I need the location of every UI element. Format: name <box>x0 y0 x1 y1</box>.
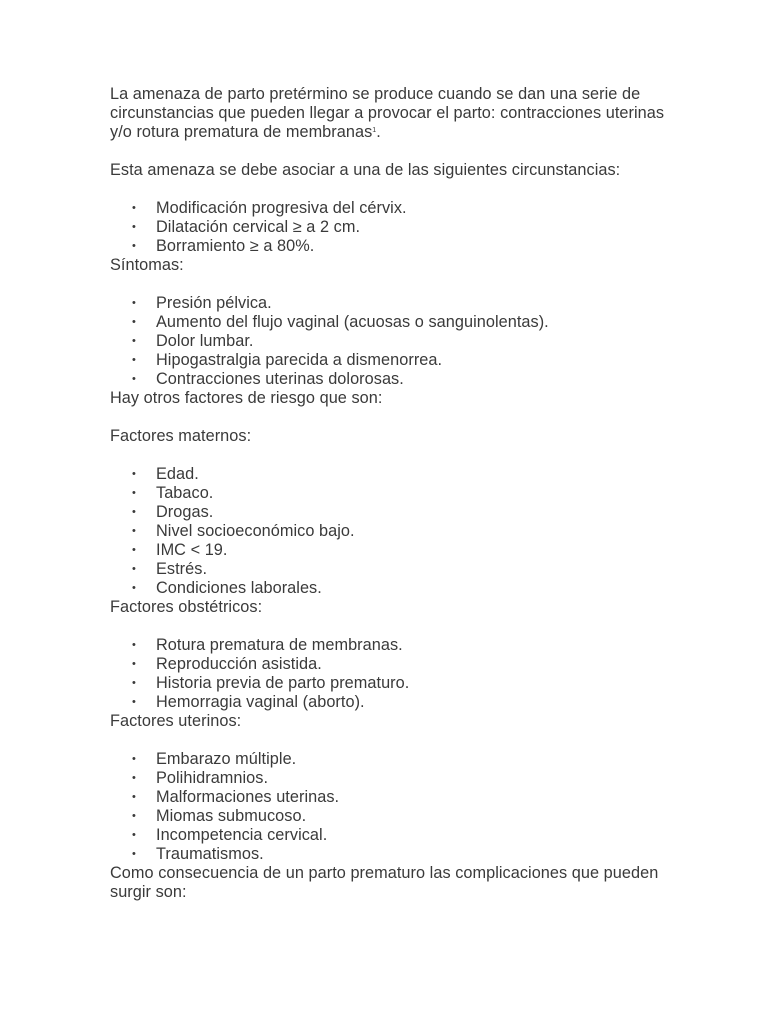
uterine-heading: Factores uterinos: <box>110 712 242 730</box>
maternal-heading: Factores maternos: <box>110 427 252 445</box>
list-item-text: Historia previa de parto prematuro. <box>156 674 410 692</box>
list-item <box>110 674 670 693</box>
list-item <box>110 313 670 332</box>
bullet-icon: • <box>132 696 136 708</box>
list-item-text: Estrés. <box>156 560 208 578</box>
circumstances-list <box>110 199 670 256</box>
bullet-icon: • <box>132 810 136 822</box>
circumstances-intro: Esta amenaza se debe asociar a una de las siguientes circunstancias: <box>110 161 621 179</box>
list-item-text: Incompetencia cervical. <box>156 826 328 844</box>
list-item <box>110 655 670 674</box>
bullet-icon: • <box>132 221 136 233</box>
list-item-text: Malformaciones uterinas. <box>156 788 340 806</box>
list-item-text: Miomas submucoso. <box>156 807 307 825</box>
bullet-icon: • <box>132 791 136 803</box>
symptoms-heading: Síntomas: <box>110 256 184 274</box>
list-item <box>110 218 670 237</box>
consequences-paragraph: Como consecuencia de un parto prematuro las complicaciones que pueden surgir son: <box>110 864 659 901</box>
bullet-icon: • <box>132 525 136 537</box>
intro-end: . <box>376 123 381 141</box>
list-item <box>110 579 670 598</box>
list-item-text: Drogas. <box>156 503 214 521</box>
footnote-marker[interactable]: 1 <box>372 127 377 134</box>
list-item <box>110 845 670 864</box>
bullet-icon: • <box>132 563 136 575</box>
list-item <box>110 560 670 579</box>
list-item <box>110 370 670 389</box>
bullet-icon: • <box>132 487 136 499</box>
list-item-text: Borramiento ≥ a 80%. <box>156 237 315 255</box>
symptoms-list <box>110 294 670 389</box>
list-item-text: Nivel socioeconómico bajo. <box>156 522 355 540</box>
list-item <box>110 788 670 807</box>
list-item-text: Hipogastralgia parecida a dismenorrea. <box>156 351 443 369</box>
list-item-text: Tabaco. <box>156 484 214 502</box>
list-item <box>110 693 670 712</box>
uterine-list <box>110 750 670 864</box>
list-item-text: Condiciones laborales. <box>156 579 322 597</box>
list-item <box>110 807 670 826</box>
list-item-text: Reproducción asistida. <box>156 655 322 673</box>
list-item <box>110 541 670 560</box>
bullet-icon: • <box>132 544 136 556</box>
bullet-icon: • <box>132 354 136 366</box>
bullet-icon: • <box>132 639 136 651</box>
list-item-text: IMC < 19. <box>156 541 228 559</box>
list-item <box>110 237 670 256</box>
maternal-list <box>110 465 670 598</box>
intro-text: La amenaza de parto pretérmino se produce cuando se dan una serie de circunstancias que pueden llegar a provocar el parto: contracciones uterinas y/o rotura prematura de membranas <box>110 85 665 141</box>
list-item <box>110 199 670 218</box>
bullet-icon: • <box>132 240 136 252</box>
list-item <box>110 826 670 845</box>
list-item <box>110 503 670 522</box>
list-item-text: Rotura prematura de membranas. <box>156 636 403 654</box>
obstetric-list <box>110 636 670 712</box>
list-item <box>110 351 670 370</box>
bullet-icon: • <box>132 582 136 594</box>
list-item <box>110 484 670 503</box>
list-item-text: Aumento del flujo vaginal (acuosas o sanguinolentas). <box>156 313 549 331</box>
list-item <box>110 294 670 313</box>
list-item-text: Dilatación cervical ≥ a 2 cm. <box>156 218 361 236</box>
list-item <box>110 750 670 769</box>
list-item-text: Contracciones uterinas dolorosas. <box>156 370 404 388</box>
list-item <box>110 465 670 484</box>
list-item-text: Modificación progresiva del cérvix. <box>156 199 407 217</box>
list-item <box>110 636 670 655</box>
list-item <box>110 769 670 788</box>
list-item-text: Edad. <box>156 465 199 483</box>
bullet-icon: • <box>132 373 136 385</box>
bullet-icon: • <box>132 753 136 765</box>
bullet-icon: • <box>132 335 136 347</box>
bullet-icon: • <box>132 297 136 309</box>
bullet-icon: • <box>132 848 136 860</box>
list-item <box>110 522 670 541</box>
list-item-text: Hemorragia vaginal (aborto). <box>156 693 365 711</box>
bullet-icon: • <box>132 829 136 841</box>
list-item <box>110 332 670 351</box>
obstetric-heading: Factores obstétricos: <box>110 598 263 616</box>
intro-paragraph <box>110 85 670 142</box>
document-page <box>110 85 670 902</box>
bullet-icon: • <box>132 316 136 328</box>
bullet-icon: • <box>132 202 136 214</box>
list-item-text: Traumatismos. <box>156 845 264 863</box>
bullet-icon: • <box>132 772 136 784</box>
bullet-icon: • <box>132 658 136 670</box>
list-item-text: Presión pélvica. <box>156 294 272 312</box>
bullet-icon: • <box>132 677 136 689</box>
risk-intro: Hay otros factores de riesgo que son: <box>110 389 383 407</box>
list-item-text: Embarazo múltiple. <box>156 750 297 768</box>
bullet-icon: • <box>132 468 136 480</box>
list-item-text: Dolor lumbar. <box>156 332 254 350</box>
bullet-icon: • <box>132 506 136 518</box>
list-item-text: Polihidramnios. <box>156 769 269 787</box>
